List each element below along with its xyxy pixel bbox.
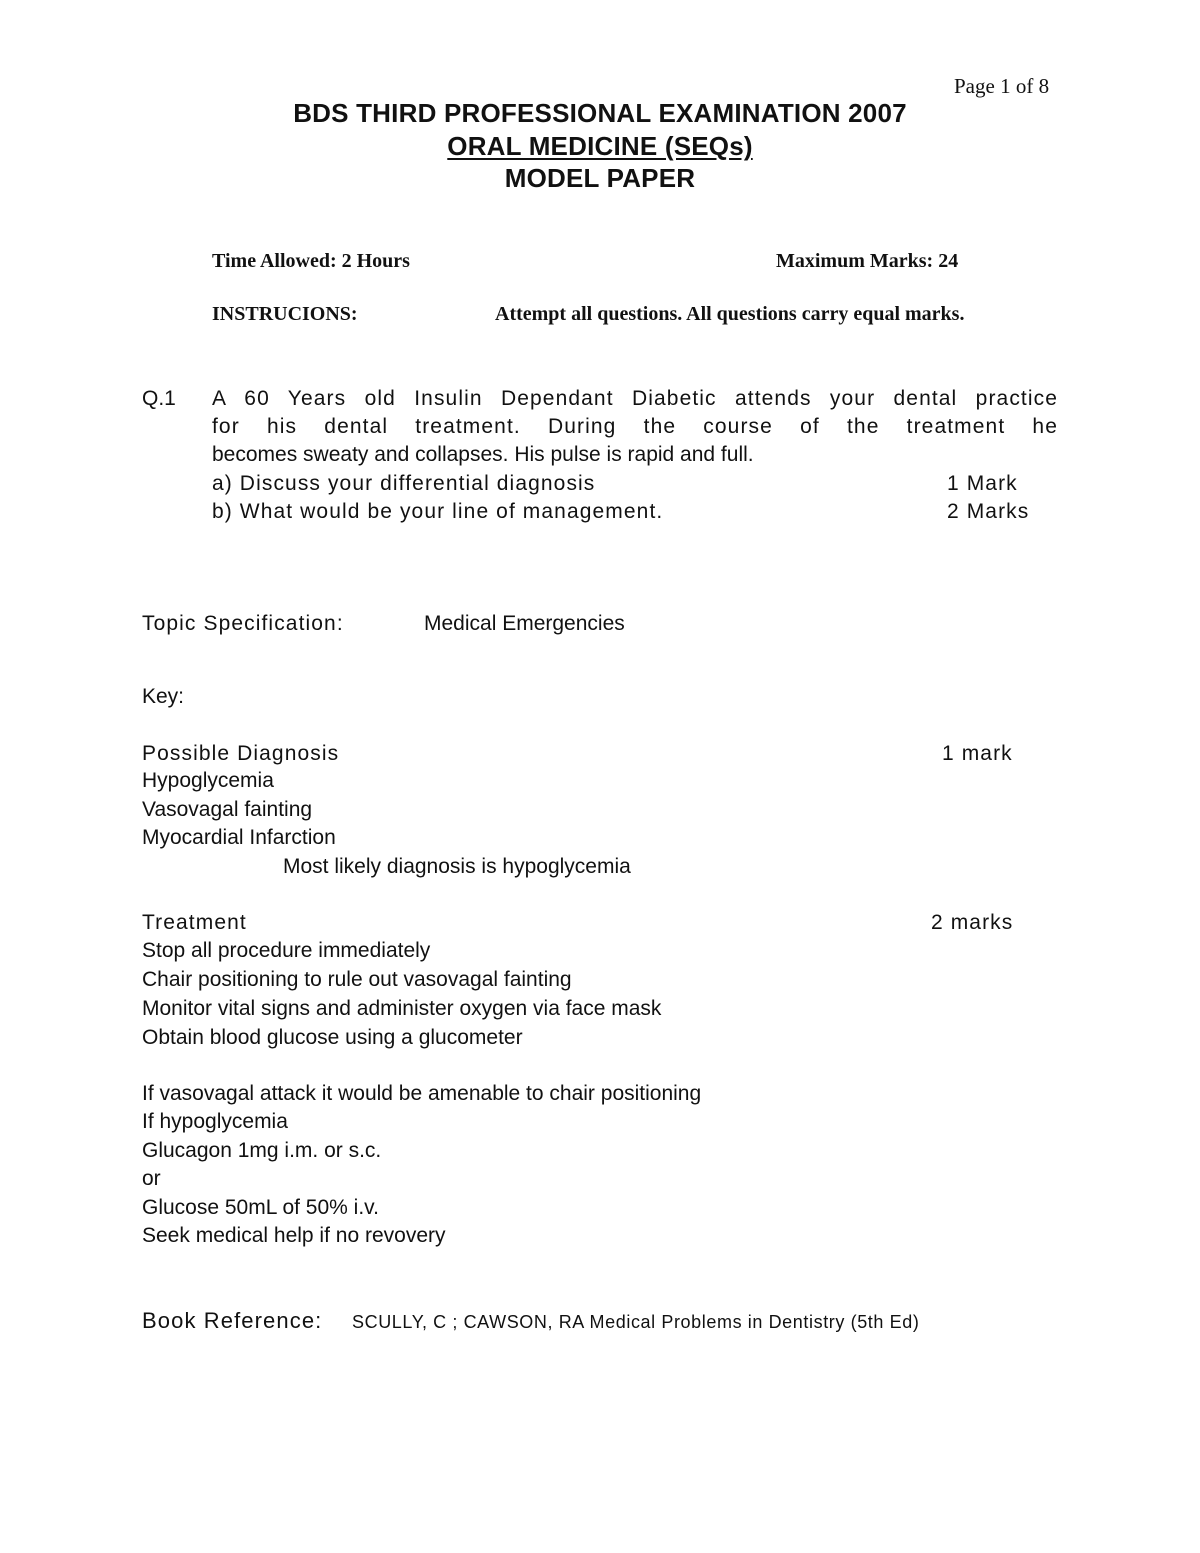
diagnosis-marks: 1 mark bbox=[942, 742, 1013, 765]
diagnosis-conclusion: Most likely diagnosis is hypoglycemia bbox=[283, 855, 631, 878]
question-line-3: becomes sweaty and collapses. His pulse is rapid and full. bbox=[212, 443, 754, 466]
treatment-marks: 2 marks bbox=[931, 911, 1014, 934]
reference-text: SCULLY, C ; CAWSON, RA Medical Problems in Dentistry (5th Ed) bbox=[352, 1312, 920, 1332]
question-part-b: b) What would be your line of management. bbox=[212, 500, 664, 523]
treatment-item: Monitor vital signs and administer oxygen via face mask bbox=[142, 997, 662, 1020]
instructions-text: Attempt all questions. All questions carry equal marks. bbox=[495, 303, 965, 325]
topic-value: Medical Emergencies bbox=[424, 612, 625, 635]
treatment-followup: Glucose 50mL of 50% i.v. bbox=[142, 1196, 379, 1219]
paper-title: MODEL PAPER bbox=[504, 163, 696, 193]
diagnosis-item: Vasovagal fainting bbox=[142, 798, 313, 821]
subject-title-text: ORAL MEDICINE (SEQs) bbox=[447, 131, 753, 161]
exam-title: BDS THIRD PROFESSIONAL EXAMINATION 2007 bbox=[293, 98, 907, 128]
treatment-item: Obtain blood glucose using a glucometer bbox=[142, 1026, 523, 1049]
time-allowed: Time Allowed: 2 Hours bbox=[212, 250, 410, 272]
treatment-item: Chair positioning to rule out vasovagal fainting bbox=[142, 968, 572, 991]
treatment-followup: If vasovagal attack it would be amenable to chair positioning bbox=[142, 1082, 702, 1105]
diagnosis-item: Myocardial Infarction bbox=[142, 826, 336, 849]
key-label: Key: bbox=[142, 685, 185, 708]
reference-label: Book Reference: bbox=[142, 1308, 323, 1333]
maximum-marks: Maximum Marks: 24 bbox=[776, 250, 959, 272]
treatment-followup: Glucagon 1mg i.m. or s.c. bbox=[142, 1139, 382, 1162]
treatment-followup: Seek medical help if no revovery bbox=[142, 1224, 446, 1247]
page-number: Page 1 of 8 bbox=[954, 74, 1050, 98]
treatment-followup: or bbox=[142, 1167, 161, 1190]
question-part-a-marks: 1 Mark bbox=[947, 472, 1018, 495]
question-line-2: for his dental treatment. During the course of the treatment he bbox=[212, 415, 1058, 438]
question-line-1: A 60 Years old Insulin Dependant Diabetic attends your dental practice bbox=[212, 387, 1058, 410]
instructions-label: INSTRUCIONS: bbox=[212, 303, 358, 325]
diagnosis-item: Hypoglycemia bbox=[142, 769, 274, 792]
treatment-heading: Treatment bbox=[142, 911, 247, 934]
topic-label: Topic Specification: bbox=[142, 612, 344, 635]
question-part-a: a) Discuss your differential diagnosis bbox=[212, 472, 596, 495]
treatment-followup: If hypoglycemia bbox=[142, 1110, 288, 1133]
subject-title bbox=[0, 131, 1200, 162]
question-part-b-marks: 2 Marks bbox=[947, 500, 1030, 523]
diagnosis-heading: Possible Diagnosis bbox=[142, 742, 340, 765]
question-number: Q.1 bbox=[142, 387, 176, 410]
treatment-item: Stop all procedure immediately bbox=[142, 939, 431, 962]
